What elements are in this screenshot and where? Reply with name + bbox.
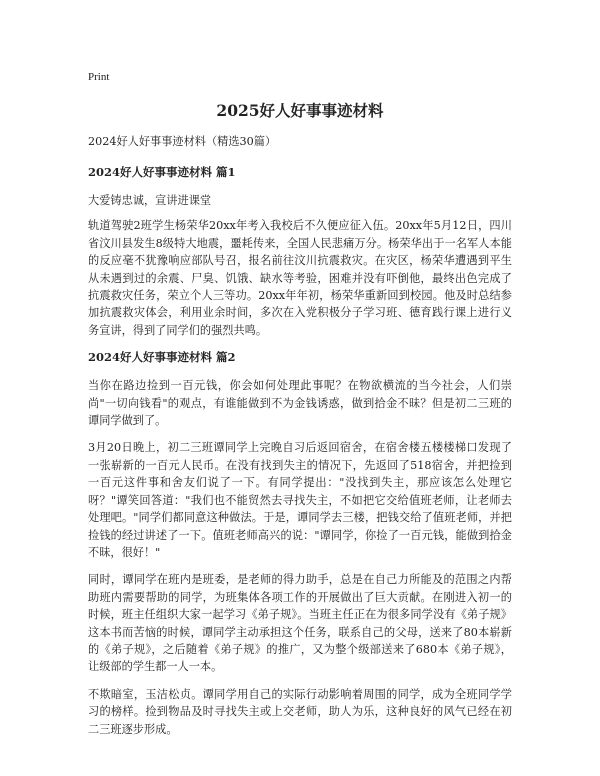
- paragraph: 同时，谭同学在班内是班委，是老师的得力助手，总是在自己力所能及的范围之内帮助班内需要帮助的同学，为班集体各项工作的开展做出了巨大贡献。在刚进入初一的时候，班主任组织大家一起学习《弟子规》。当班主任正在为很多同学没有《弟子规》这本书而苦恼的时候，谭同学主动承担这个任务，联系自己的父母，送来了80本崭新的《弟子规》，之后随着《弟子规》的推广，又为整个级部送来了680本《弟子规》，让级部的学生都一人一本。: [88, 573, 512, 674]
- paragraph: 当你在路边捡到一百元钱，你会如何处理此事呢？在物欲横流的当今社会，人们崇尚"一切向钱看"的观点，有谁能做到不为金钱诱惑，做到拾金不昧？但是初二三班的谭同学做到了。: [88, 379, 512, 428]
- paragraph: 轨道驾驶2班学生杨荣华20xx年考入我校后不久便应征入伍。20xx年5月12日，四川省汶川县发生8级特大地震，噩耗传来，全国人民悲痛万分。杨荣华出于一名军人本能的反应毫不犹豫响应部队号召，报名前往汶川抗震救灾。在灾区，杨荣华遭遇到平生从未遇到过的余震、尸臭、饥饿、缺水等考验，困难并没有吓倒他，最终出色完成了抗震救灾任务，荣立个人三等功。20xx年年初，杨荣华重新回到校园。他及时总结参加抗震救灾体会，利用业余时间，多次在入党积极分子学习班、德育践行课上进行义务宣讲，得到了同学们的强烈共鸣。: [88, 219, 512, 337]
- document-subtitle: 2024好人好事事迹材料（精选30篇）: [88, 135, 277, 148]
- section-1: [88, 164, 512, 339]
- section-2: [88, 349, 512, 738]
- document-body: [88, 133, 512, 748]
- section-intro: 大爱铸忠诚，宣讲进课堂: [88, 194, 212, 207]
- print-link[interactable]: Print: [88, 71, 110, 83]
- paragraph: 不欺暗室，玉洁松贞。谭同学用自己的实际行动影响着周围的同学，成为全班同学学习的榜样。捡到物品及时寻找失主或上交老师，助人为乐，这种良好的风气已经在初二三班逐步形成。: [88, 687, 512, 736]
- paragraph: 3月20日晚上，初二三班谭同学上完晚自习后返回宿舍，在宿舍楼五楼楼梯口发现了一张崭新的一百元人民币。在没有找到失主的情况下，先返回了518宿舍，并把捡到一百元这件事和舍友们说了一下。有同学提出："没找到失主，那应该怎么处理它呀？"谭笑回答道："我们也不能贸然去寻找失主，不如把它交给值班老师，让老师去处理吧。"同学们都同意这种做法。于是，谭同学去三楼，把钱交给了值班老师，并把捡钱的经过讲述了一下。值班老师高兴的说："谭同学，你捡了一百元钱，能做到拾金不昧，很好！": [88, 441, 512, 559]
- section-heading: 2024好人好事事迹材料 篇1: [88, 165, 236, 179]
- section-heading: 2024好人好事事迹材料 篇2: [88, 350, 236, 365]
- page-title: 2025好人好事事迹材料: [216, 101, 384, 120]
